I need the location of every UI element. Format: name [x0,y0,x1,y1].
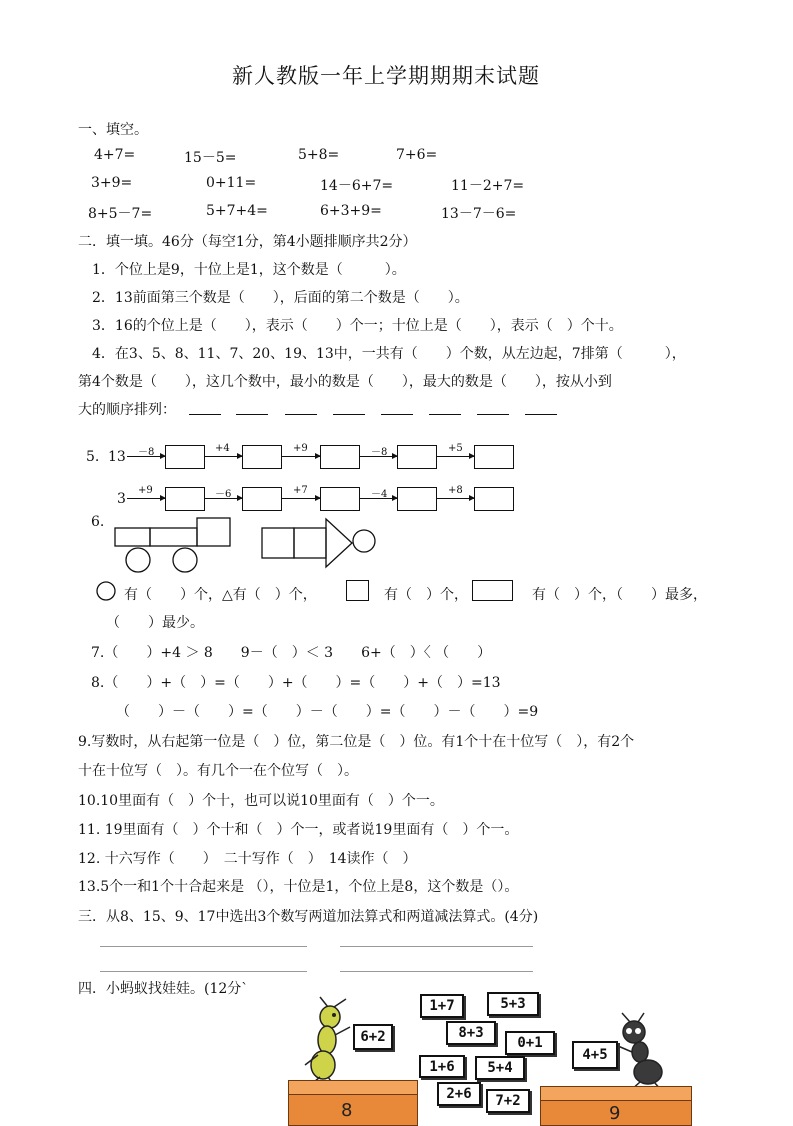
chain-start-number: 13 [108,449,126,465]
chain-answer-box[interactable] [242,445,282,469]
rectangle-shape [262,528,294,558]
expression-card[interactable]: 5+4 [475,1056,525,1080]
rectangle-shape [150,528,197,546]
equation: 6+3+9= [320,203,382,219]
chain-answer-box[interactable] [320,445,360,469]
answer-blank [429,414,461,415]
section-2-heading: 二．填一填。46分（每空1分，第4小题排顺序共2分） [78,234,417,250]
expression-card[interactable]: 1+7 [420,994,464,1018]
chain-answer-box[interactable] [320,487,360,511]
chain-arrow [436,498,474,499]
rectangle-icon [472,580,513,601]
page-title: 新人教版一年上学期期期末试题 [232,64,540,88]
chain-answer-box[interactable] [165,487,205,511]
question-7: 7.（ ）+4 ＞ 8 9－（ ）＜ 3 6+（ ）〈 （ ） [91,645,492,661]
equation: 3+9= [91,175,133,191]
answer-blank [477,414,509,415]
chain-operation: －8 [371,447,388,458]
chain-answer-box[interactable] [397,487,437,511]
ant-right-illustration [610,1012,672,1092]
question-2: 2．13前面第三个数是（ ），后面的第二个数是（ ）。 [92,290,469,306]
answer-line [100,971,307,972]
answer-line [340,971,533,972]
expression-card[interactable]: 0+1 [505,1031,555,1055]
equation: 5+8= [298,147,340,163]
question-6-text-4: （ ）最少。 [106,615,204,631]
section-4-heading: 四．小蚂蚁找娃娃。(12分` [78,981,249,997]
equation: 13－7－6= [441,206,517,222]
question-9-line-1: 9.写数时，从右起第一位是（ ）位，第二位是（ ）位。有1个十在十位写（ ），有2个 [78,734,635,750]
expression-card[interactable]: 2+6 [437,1082,481,1106]
chain-arrow [281,498,320,499]
question-4-line-1: 4．在3、5、8、11、7、20、19、13中，一共有（ ）个数，从左边起，7排第（ ）， [92,346,686,362]
rectangle-shape [115,528,150,546]
equation: 11－2+7= [451,178,525,194]
equation: 15－5= [184,150,237,166]
question-5-label: 5. [86,449,100,465]
answer-blank [189,414,221,415]
section-1-heading: 一、填空。 [78,122,148,138]
circle-shape [126,548,150,572]
shapes-figure [110,515,380,575]
question-9-line-2: 十在十位写（ ）。有几个一在个位写（ ）。 [78,763,358,779]
crate-9[interactable] [540,1100,692,1126]
chain-answer-box[interactable] [165,445,205,469]
question-12: 12. 十六写作（ ） 二十写作（ ） 14读作（ ） [78,851,417,867]
chain-operation: +4 [215,443,230,454]
chain-arrow [281,456,320,457]
equation: 4+7= [94,147,136,163]
question-10: 10.10里面有（ ）个十，也可以说10里面有（ ）个一。 [78,793,444,809]
equation: 14－6+7= [320,178,394,194]
question-13: 13.5个一和1个十合起来是 （），十位是1，个位上是8，这个数是（）。 [78,879,519,895]
chain-answer-box[interactable] [474,445,514,469]
question-1: 1．个位上是9，十位上是1，这个数是（ ）。 [92,262,406,278]
expression-card[interactable]: 8+3 [446,1021,496,1045]
crate-number: 8 [341,1100,353,1121]
chain-arrow [127,498,165,499]
question-11: 11. 19里面有（ ）个十和（ ）个一，或者说19里面有（ ）个一。 [78,822,519,838]
answer-blank [381,414,413,415]
chain-answer-box[interactable] [397,445,437,469]
equation: 0+11= [206,175,257,191]
circle-icon [95,580,119,602]
expression-card[interactable]: 5+3 [487,992,539,1016]
expression-card[interactable]: 7+2 [486,1089,530,1113]
answer-blank [525,414,557,415]
circle-shape [173,548,197,572]
answer-blank [333,414,365,415]
equation: 8+5－7= [88,206,153,222]
chain-operation: +9 [138,485,153,496]
chain-arrow [436,456,474,457]
expression-card[interactable]: 4+5 [572,1041,618,1069]
answer-line [100,946,307,947]
equation: 7+6= [396,147,438,163]
question-6-text-3: 有（ ）个，（ ）最多， [532,587,707,603]
circle-shape [353,530,375,552]
crate-number: 9 [609,1103,621,1124]
chain-answer-box[interactable] [242,487,282,511]
chain-operation: －8 [138,447,155,458]
answer-blank [236,414,268,415]
rectangle-shape [294,528,326,558]
question-6-label: 6. [91,514,105,530]
chain-operation: －4 [371,489,388,500]
question-8-line-1: 8.（ ）+（ ）=（ ）+（ ）=（ ）+（ ）=13 [91,675,501,691]
chain-operation: +7 [293,485,308,496]
chain-start-number: 3 [117,491,126,507]
chain-operation: +5 [448,443,463,454]
expression-card[interactable]: 6+2 [353,1024,393,1050]
chain-operation: +8 [448,485,463,496]
crate-8[interactable] [288,1094,418,1126]
chain-answer-box[interactable] [474,487,514,511]
answer-line [340,946,533,947]
question-6-text-2: 有（ ）个， [384,587,468,603]
answer-blank [285,414,317,415]
square-shape [197,518,230,546]
chain-operation: －6 [215,489,232,500]
equation: 5+7+4= [206,203,268,219]
expression-card[interactable]: 1+6 [419,1055,465,1078]
triangle-shape [326,519,352,567]
chain-arrow [204,456,242,457]
section-3-heading: 三．从8、15、9、17中选出3个数写两道加法算式和两道减法算式。(4分) [78,909,539,925]
question-4-line-3: 大的顺序排列： [78,402,176,418]
question-6-text-1: 有（ ）个，△有（ ）个， [124,587,317,603]
question-3: 3．16的个位上是（ ），表示（ ）个一；十位上是（ ），表示（ ）个十。 [92,318,623,334]
square-icon [346,580,369,601]
chain-operation: +9 [293,443,308,454]
question-4-line-2: 第4个数是（ ），这几个数中，最小的数是（ ），最大的数是（ ），按从小到 [78,374,612,390]
question-8-line-2: （ ）－（ ）=（ ）－（ ）=（ ）－（ ）=9 [116,704,539,720]
